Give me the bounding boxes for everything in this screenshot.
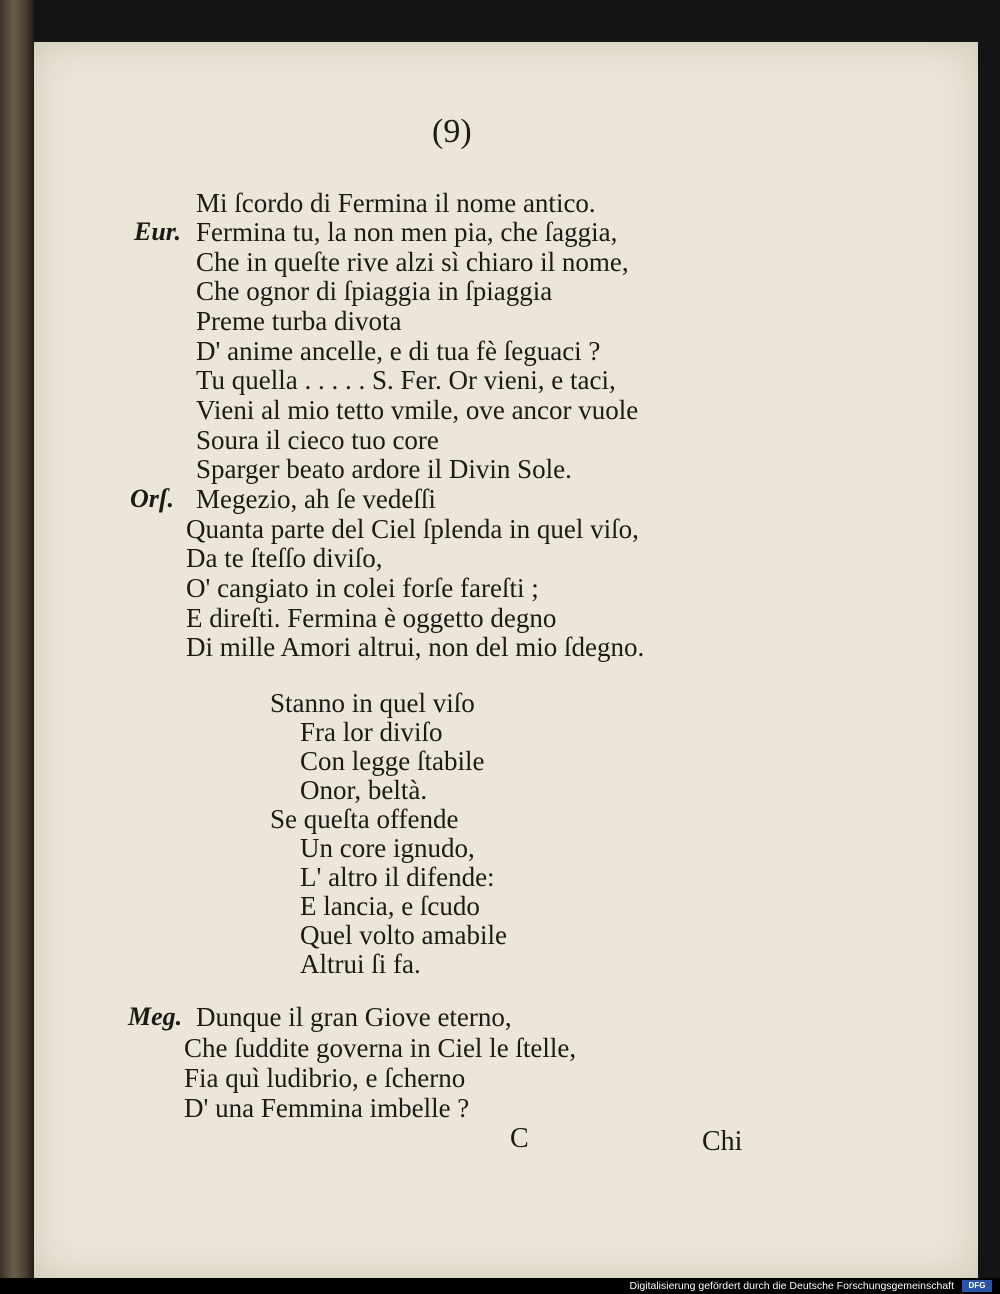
text-line: Mi ſcordo di Fermina il nome antico. [196, 188, 596, 218]
text-line: Fia quì ludibrio, e ſcherno [184, 1063, 466, 1093]
text-line: Che ognor di ſpiaggia in ſpiaggia [196, 276, 553, 306]
aria-line: E lancia, e ſcudo [300, 891, 480, 921]
dfg-logo-icon: DFG [962, 1280, 992, 1292]
text-line: Vieni al mio tetto vmile, ove ancor vuole [196, 395, 639, 425]
digitization-footer [0, 1278, 1000, 1294]
book-binding [0, 0, 34, 1278]
aria-line: Quel volto amabile [300, 920, 507, 950]
text-line: Quanta parte del Ciel ſplenda in quel viſo, [186, 514, 639, 544]
page-number: (9) [432, 113, 472, 150]
text-line: Che in queſte rive alzi sì chiaro il nome, [196, 247, 629, 277]
speaker-label: Orſ. [130, 484, 175, 513]
speaker-label: Eur. [134, 217, 181, 246]
text-line: Preme turba divota [196, 306, 402, 336]
text-line: E direſti. Fermina è oggetto degno [186, 603, 557, 633]
text-line: Fermina tu, la non men pia, che ſaggia, [196, 217, 618, 247]
speaker-label: Meg. [128, 1002, 183, 1031]
aria-line: Stanno in quel viſo [270, 688, 475, 718]
aria-line: Se queſta offende [270, 804, 459, 834]
text-line: D' anime ancelle, e di tua fè ſeguaci ? [196, 336, 601, 366]
book-page [34, 42, 978, 1278]
text-line: Da te ſteſſo diviſo, [186, 543, 383, 573]
text-line: O' cangiato in colei forſe fareſti ; [186, 573, 539, 603]
text-line: Megezio, ah ſe vedeſſi [196, 484, 436, 514]
catchword: Chi [702, 1126, 743, 1157]
text-line: Dunque il gran Giove eterno, [196, 1002, 512, 1032]
aria-line: Fra lor diviſo [300, 717, 443, 747]
text-line: D' una Femmina imbelle ? [184, 1093, 470, 1123]
aria-line: Un core ignudo, [300, 833, 475, 863]
text-line: Di mille Amori altrui, non del mio ſdegno. [186, 632, 645, 662]
text-line: Tu quella . . . . . S. Fer. Or vieni, e taci, [196, 365, 616, 395]
text-line: Soura il cieco tuo core [196, 425, 439, 455]
signature-mark: C [510, 1123, 529, 1154]
text-line: Sparger beato ardore il Divin Sole. [196, 454, 572, 484]
footer-credit: Digitalisierung gefördert durch die Deutsche Forschungsgemeinschaft [629, 1280, 954, 1292]
aria-line: L' altro il difende: [300, 862, 495, 892]
text-line: Che ſuddite governa in Ciel le ſtelle, [184, 1033, 577, 1063]
aria-line: Con legge ſtabile [300, 746, 485, 776]
aria-line: Altrui ſi fa. [300, 949, 421, 979]
aria-line: Onor, beltà. [300, 775, 428, 805]
